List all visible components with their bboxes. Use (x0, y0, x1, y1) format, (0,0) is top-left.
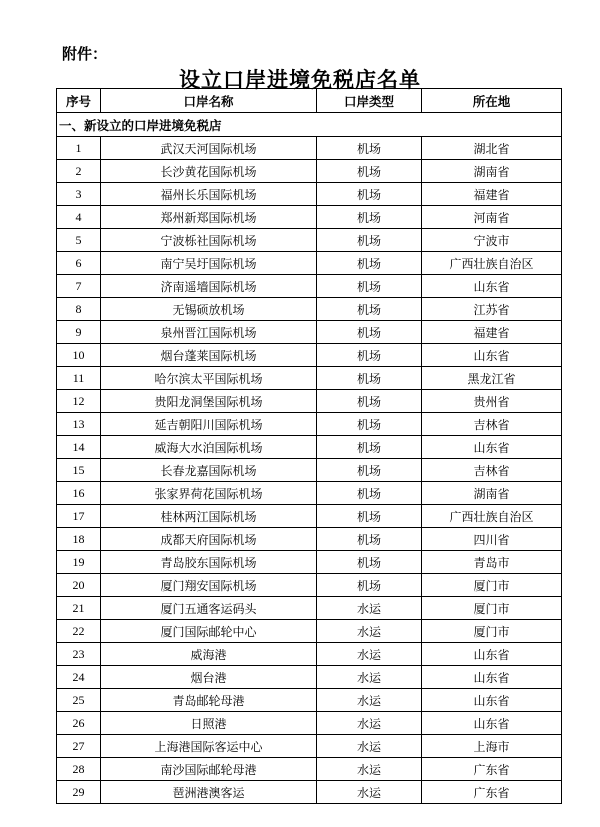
cell-serial-number: 2 (57, 160, 101, 183)
table-row (57, 298, 562, 321)
cell-port-name: 南沙国际邮轮母港 (101, 758, 317, 781)
cell-port-name: 威海大水泊国际机场 (101, 436, 317, 459)
cell-serial-number: 4 (57, 206, 101, 229)
header-location: 所在地 (422, 89, 562, 113)
cell-port-type: 机场 (317, 505, 422, 528)
attachment-label: 附件： (62, 45, 108, 63)
cell-serial-number: 17 (57, 505, 101, 528)
cell-port-type: 机场 (317, 459, 422, 482)
table-row (57, 551, 562, 574)
cell-port-type: 机场 (317, 551, 422, 574)
cell-serial-number: 11 (57, 367, 101, 390)
table-row (57, 712, 562, 735)
cell-location: 湖北省 (422, 137, 562, 160)
section-row (57, 113, 562, 137)
cell-location: 福建省 (422, 321, 562, 344)
cell-port-type: 水运 (317, 689, 422, 712)
cell-port-type: 机场 (317, 528, 422, 551)
table-row (57, 436, 562, 459)
table-row (57, 413, 562, 436)
table-row (57, 781, 562, 804)
header-port-type: 口岸类型 (317, 89, 422, 113)
cell-serial-number: 10 (57, 344, 101, 367)
cell-serial-number: 28 (57, 758, 101, 781)
cell-location: 湖南省 (422, 482, 562, 505)
table-row (57, 160, 562, 183)
cell-location: 上海市 (422, 735, 562, 758)
cell-serial-number: 13 (57, 413, 101, 436)
cell-port-name: 日照港 (101, 712, 317, 735)
cell-port-type: 机场 (317, 436, 422, 459)
cell-location: 江苏省 (422, 298, 562, 321)
cell-serial-number: 6 (57, 252, 101, 275)
cell-serial-number: 15 (57, 459, 101, 482)
cell-location: 贵州省 (422, 390, 562, 413)
cell-location: 广东省 (422, 781, 562, 804)
cell-location: 四川省 (422, 528, 562, 551)
cell-port-name: 无锡硕放机场 (101, 298, 317, 321)
cell-port-type: 机场 (317, 344, 422, 367)
cell-location: 山东省 (422, 436, 562, 459)
header-port-name: 口岸名称 (101, 89, 317, 113)
cell-port-name: 郑州新郑国际机场 (101, 206, 317, 229)
table-row (57, 528, 562, 551)
cell-port-type: 机场 (317, 367, 422, 390)
cell-port-type: 机场 (317, 321, 422, 344)
cell-serial-number: 27 (57, 735, 101, 758)
cell-serial-number: 7 (57, 275, 101, 298)
cell-port-type: 水运 (317, 597, 422, 620)
cell-port-name: 哈尔滨太平国际机场 (101, 367, 317, 390)
cell-location: 吉林省 (422, 459, 562, 482)
cell-serial-number: 18 (57, 528, 101, 551)
cell-serial-number: 26 (57, 712, 101, 735)
cell-port-name: 延吉朝阳川国际机场 (101, 413, 317, 436)
cell-serial-number: 5 (57, 229, 101, 252)
cell-port-name: 青岛胶东国际机场 (101, 551, 317, 574)
table-row (57, 620, 562, 643)
cell-port-type: 机场 (317, 482, 422, 505)
cell-location: 广西壮族自治区 (422, 505, 562, 528)
cell-port-type: 水运 (317, 758, 422, 781)
cell-serial-number: 3 (57, 183, 101, 206)
cell-port-type: 机场 (317, 183, 422, 206)
table-row (57, 390, 562, 413)
cell-location: 山东省 (422, 712, 562, 735)
cell-port-name: 武汉天河国际机场 (101, 137, 317, 160)
cell-port-type: 机场 (317, 275, 422, 298)
cell-serial-number: 20 (57, 574, 101, 597)
table-row (57, 275, 562, 298)
cell-serial-number: 29 (57, 781, 101, 804)
cell-location: 湖南省 (422, 160, 562, 183)
table-row (57, 367, 562, 390)
cell-port-name: 厦门国际邮轮中心 (101, 620, 317, 643)
cell-location: 广西壮族自治区 (422, 252, 562, 275)
table-row (57, 482, 562, 505)
section-title: 一、新设立的口岸进境免税店 (57, 113, 562, 137)
document-title: 设立口岸进境免税店名单 (179, 67, 421, 92)
table-row (57, 643, 562, 666)
cell-location: 山东省 (422, 666, 562, 689)
cell-port-name: 长沙黄花国际机场 (101, 160, 317, 183)
duty-free-shop-table (56, 88, 562, 804)
cell-port-name: 青岛邮轮母港 (101, 689, 317, 712)
cell-port-type: 机场 (317, 206, 422, 229)
cell-location: 山东省 (422, 344, 562, 367)
cell-location: 广东省 (422, 758, 562, 781)
cell-port-type: 机场 (317, 137, 422, 160)
cell-port-name: 烟台蓬莱国际机场 (101, 344, 317, 367)
cell-port-type: 水运 (317, 712, 422, 735)
cell-location: 山东省 (422, 275, 562, 298)
cell-location: 黑龙江省 (422, 367, 562, 390)
cell-location: 河南省 (422, 206, 562, 229)
cell-port-type: 水运 (317, 666, 422, 689)
cell-serial-number: 12 (57, 390, 101, 413)
cell-port-name: 贵阳龙洞堡国际机场 (101, 390, 317, 413)
cell-serial-number: 8 (57, 298, 101, 321)
cell-location: 青岛市 (422, 551, 562, 574)
cell-serial-number: 9 (57, 321, 101, 344)
cell-port-type: 机场 (317, 252, 422, 275)
cell-port-name: 长春龙嘉国际机场 (101, 459, 317, 482)
cell-port-type: 机场 (317, 390, 422, 413)
cell-location: 山东省 (422, 643, 562, 666)
cell-port-name: 桂林两江国际机场 (101, 505, 317, 528)
cell-location: 厦门市 (422, 574, 562, 597)
cell-location: 厦门市 (422, 620, 562, 643)
cell-port-type: 机场 (317, 229, 422, 252)
cell-port-name: 张家界荷花国际机场 (101, 482, 317, 505)
cell-port-name: 威海港 (101, 643, 317, 666)
table-row (57, 321, 562, 344)
cell-serial-number: 24 (57, 666, 101, 689)
cell-serial-number: 23 (57, 643, 101, 666)
table-row (57, 206, 562, 229)
cell-port-type: 水运 (317, 620, 422, 643)
cell-serial-number: 1 (57, 137, 101, 160)
table-row (57, 183, 562, 206)
header-serial-number: 序号 (57, 89, 101, 113)
table-row (57, 505, 562, 528)
cell-port-type: 水运 (317, 735, 422, 758)
cell-location: 山东省 (422, 689, 562, 712)
cell-serial-number: 14 (57, 436, 101, 459)
cell-port-type: 机场 (317, 298, 422, 321)
cell-serial-number: 16 (57, 482, 101, 505)
cell-location: 宁波市 (422, 229, 562, 252)
cell-port-name: 上海港国际客运中心 (101, 735, 317, 758)
cell-port-name: 厦门五通客运码头 (101, 597, 317, 620)
table-header-row (57, 89, 562, 113)
table-row (57, 459, 562, 482)
cell-port-name: 烟台港 (101, 666, 317, 689)
cell-port-type: 机场 (317, 574, 422, 597)
table-row (57, 344, 562, 367)
table-row (57, 689, 562, 712)
cell-port-name: 成都天府国际机场 (101, 528, 317, 551)
cell-port-name: 琶洲港澳客运 (101, 781, 317, 804)
cell-port-type: 水运 (317, 643, 422, 666)
table-row (57, 597, 562, 620)
table-row (57, 252, 562, 275)
cell-port-name: 厦门翔安国际机场 (101, 574, 317, 597)
cell-port-name: 济南遥墙国际机场 (101, 275, 317, 298)
cell-serial-number: 21 (57, 597, 101, 620)
cell-serial-number: 25 (57, 689, 101, 712)
table-row (57, 758, 562, 781)
cell-location: 福建省 (422, 183, 562, 206)
cell-serial-number: 22 (57, 620, 101, 643)
table-row (57, 229, 562, 252)
cell-port-type: 机场 (317, 160, 422, 183)
cell-port-type: 水运 (317, 781, 422, 804)
cell-port-name: 福州长乐国际机场 (101, 183, 317, 206)
cell-port-type: 机场 (317, 413, 422, 436)
table-row (57, 137, 562, 160)
cell-location: 吉林省 (422, 413, 562, 436)
cell-location: 厦门市 (422, 597, 562, 620)
table-row (57, 574, 562, 597)
cell-port-name: 泉州晋江国际机场 (101, 321, 317, 344)
table-row (57, 735, 562, 758)
cell-port-name: 南宁吴圩国际机场 (101, 252, 317, 275)
table-row (57, 666, 562, 689)
cell-serial-number: 19 (57, 551, 101, 574)
cell-port-name: 宁波栎社国际机场 (101, 229, 317, 252)
